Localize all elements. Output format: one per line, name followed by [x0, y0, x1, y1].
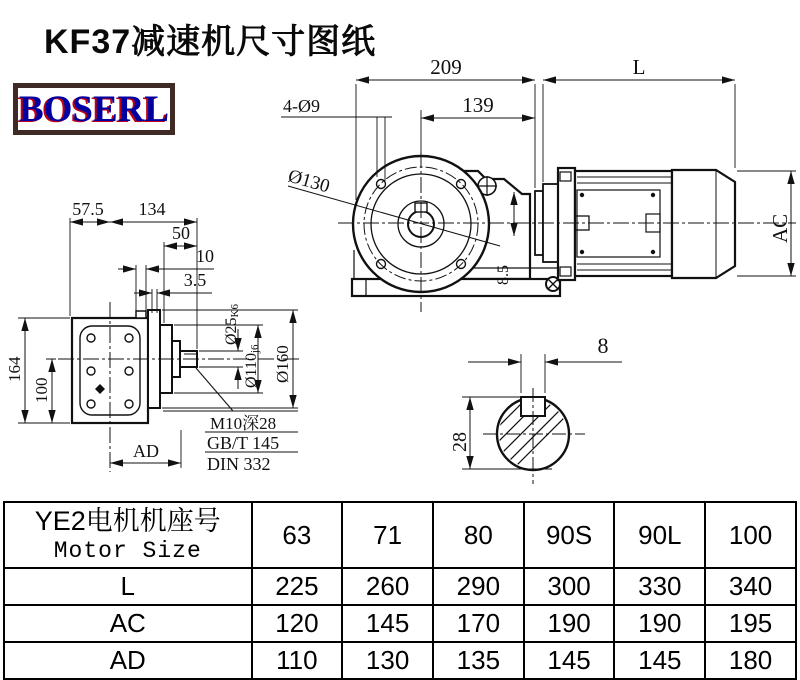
dim-8-5-label: 8.5: [495, 265, 512, 285]
page-title: KF37减速机尺寸图纸: [44, 23, 377, 61]
table-header-en: Motor Size: [53, 537, 202, 564]
dim-50-label: 50: [172, 223, 190, 243]
table-header-size: 100: [705, 502, 796, 568]
table-cell: 190: [614, 605, 705, 642]
table-header-size: 90S: [524, 502, 615, 568]
table-cell: 145: [524, 642, 615, 679]
dim-mount-holes-label: 4-Ø9: [283, 96, 320, 116]
table-cell: 110: [252, 642, 343, 679]
table-cell: 290: [433, 568, 524, 605]
note-gbt-label: GB/T 145: [207, 433, 280, 453]
dim-shaft-dia-label: Ø25K6: [223, 303, 241, 345]
table-header-row: [4, 502, 796, 568]
table-cell: 190: [524, 605, 615, 642]
dim-100-label: 100: [32, 377, 51, 403]
table-cell: 340: [705, 568, 796, 605]
table-cell: 145: [342, 605, 433, 642]
dim-134-label: 134: [138, 199, 166, 219]
dim-209-label: 209: [430, 55, 462, 79]
table-cell: 145: [614, 642, 705, 679]
dim-flange-od-label: Ø160: [273, 345, 292, 383]
table-cell: 330: [614, 568, 705, 605]
dim-10-label: 10: [196, 246, 214, 266]
table-row-AD: [4, 642, 796, 679]
row-label: AD: [4, 642, 252, 679]
table-row-L: [4, 568, 796, 605]
table-cell: 260: [342, 568, 433, 605]
table-row-AC: [4, 605, 796, 642]
dim-57-5-label: 57.5: [72, 199, 104, 219]
table-header-size: 63: [252, 502, 343, 568]
table-cell: 225: [252, 568, 343, 605]
dim-3-5-label: 3.5: [183, 270, 207, 290]
table-cell: 130: [342, 642, 433, 679]
shaft-section-view: [449, 333, 622, 492]
dim-pilot-dia-label: Ø110j6: [243, 344, 261, 388]
note-thread-label: M10深28: [210, 414, 277, 433]
table-header-size: 80: [433, 502, 524, 568]
dim-flange-dia-label: Ø130: [285, 165, 333, 198]
table-cell: 170: [433, 605, 524, 642]
dim-AC-label: AC: [768, 213, 792, 243]
table-cell: 180: [705, 642, 796, 679]
table-header-cn: YE2电机机座号: [34, 506, 221, 537]
table-cell: 120: [252, 605, 343, 642]
table-header-motor-size: [4, 502, 252, 568]
table-header-size: 90L: [614, 502, 705, 568]
note-din-label: DIN 332: [207, 454, 271, 474]
dim-164-label: 164: [5, 356, 24, 382]
table-header-size: 71: [342, 502, 433, 568]
dim-L-label: L: [632, 55, 646, 79]
dim-AD-label: AD: [133, 441, 159, 461]
brand-logo-text: BOSERL: [18, 88, 170, 130]
dim-key-width-label: 8: [597, 333, 609, 358]
motor-size-table: [3, 501, 797, 680]
table-cell: 300: [524, 568, 615, 605]
row-label: L: [4, 568, 252, 605]
front-view: [285, 152, 796, 312]
dim-key-depth-label: 28: [449, 432, 471, 452]
dim-139-label: 139: [462, 93, 494, 117]
table-cell: 135: [433, 642, 524, 679]
table-cell: 195: [705, 605, 796, 642]
row-label: AC: [4, 605, 252, 642]
